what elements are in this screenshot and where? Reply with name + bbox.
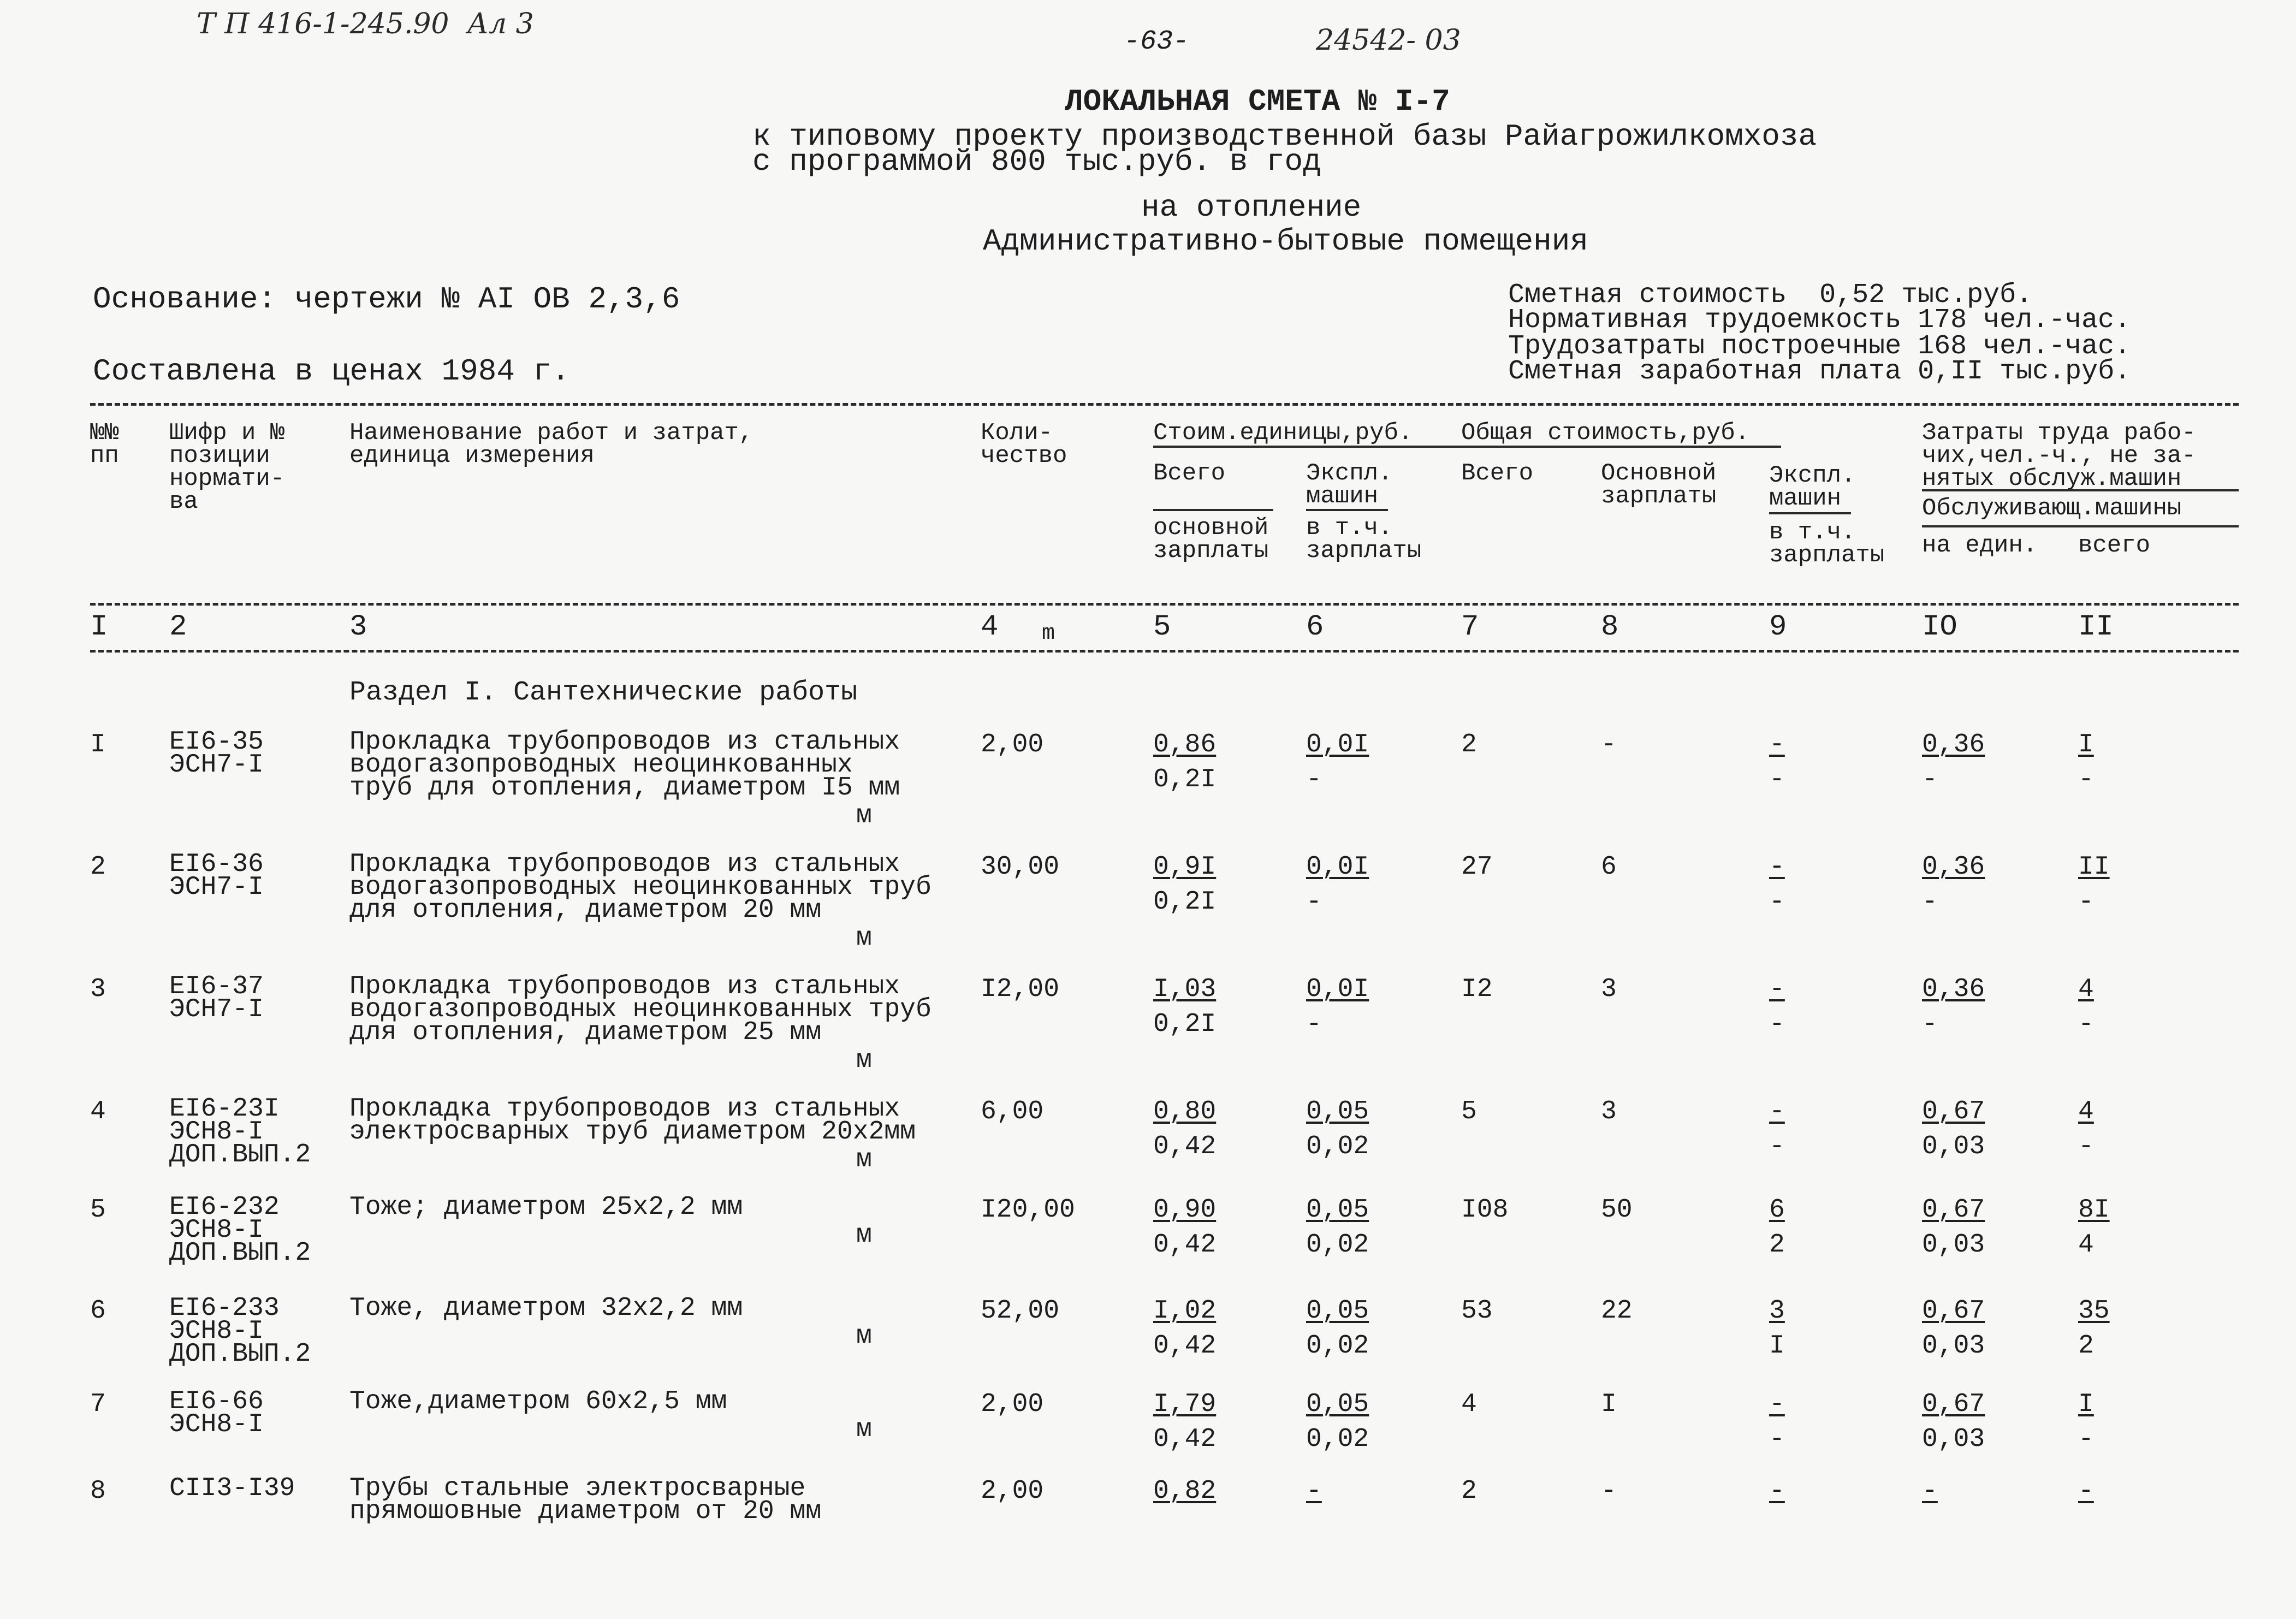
row-total-machine-wages: - <box>1769 1425 1785 1454</box>
row-total-machine-wages: - <box>1769 1132 1785 1161</box>
row-labor-per-unit-machines: - <box>1922 887 1938 917</box>
row-total-machine-wages: 2 <box>1769 1230 1785 1260</box>
row-total-machine-wages: - <box>1769 765 1785 794</box>
row-total-cost: I08 <box>1461 1195 1509 1225</box>
row-labor-per-unit: 0,36 <box>1922 975 1985 1004</box>
row-total-machines: - <box>1769 852 1785 882</box>
row-unit-cost-machines: - <box>1306 1476 1322 1506</box>
row-total-wages: 3 <box>1601 1097 1617 1126</box>
header-col7: Всего <box>1461 460 1534 487</box>
row-number: 7 <box>90 1390 106 1419</box>
row-total-machines: 3 <box>1769 1296 1785 1326</box>
row-labor-total-machines: - <box>2078 765 2094 794</box>
row-name: Тоже; диаметром 25х2,2 мм <box>349 1193 743 1222</box>
row-total-machines: 6 <box>1769 1195 1785 1225</box>
row-unit-cost-machine-wages: - <box>1306 1010 1322 1039</box>
row-name: Прокладка трубопроводов из стальных водогазопроводных неоцинкованных труб для отопления, диаметром 20 мм <box>349 850 932 925</box>
summary-labor-norm: Нормативная трудоемкость 178 чел.-час. <box>1508 305 2131 336</box>
row-unit-cost-machine-wages: 0,02 <box>1306 1331 1369 1361</box>
row-unit-cost-machines: 0,0I <box>1306 975 1369 1004</box>
row-labor-per-unit-machines: 0,03 <box>1922 1331 1985 1361</box>
prices-text: Составлена в ценах 1984 г. <box>93 354 570 389</box>
row-labor-total-machines: - <box>2078 887 2094 917</box>
row-number: 2 <box>90 852 106 882</box>
row-code: ЕI6-232 ЭСН8-I ДОП.ВЫП.2 <box>169 1193 311 1268</box>
row-total-wages: - <box>1601 1476 1617 1506</box>
row-unit: м <box>856 1046 872 1075</box>
row-total-machine-wages: I <box>1769 1331 1785 1361</box>
row-unit-cost-total: 0,82 <box>1153 1476 1217 1506</box>
row-unit: м <box>856 1415 872 1444</box>
header-col9-divider <box>1769 512 1851 514</box>
header-labor-sub-underline <box>1922 525 2239 527</box>
row-code: ЕI6-233 ЭСН8-I ДОП.ВЫП.2 <box>169 1294 311 1369</box>
row-code: ЕI6-37 ЭСН7-I <box>169 972 264 1024</box>
row-quantity: 6,00 <box>981 1097 1044 1126</box>
row-total-wages: 50 <box>1601 1195 1633 1225</box>
row-unit-cost-machine-wages: 0,02 <box>1306 1230 1369 1260</box>
row-unit-cost-machines: 0,0I <box>1306 852 1369 882</box>
row-unit-cost-machines: 0,0I <box>1306 730 1369 760</box>
row-name: Тоже, диаметром 32х2,2 мм <box>349 1294 743 1323</box>
header-col9-top: Экспл. машин <box>1769 462 1856 512</box>
section-title: Раздел I. Сантехнические работы <box>349 677 858 708</box>
header-bottom-rule <box>90 603 2239 606</box>
row-unit-cost-machine-wages: 0,02 <box>1306 1132 1369 1161</box>
row-total-machines: - <box>1769 975 1785 1004</box>
row-unit-cost-machines: 0,05 <box>1306 1195 1369 1225</box>
colnum-9: 9 <box>1769 610 1787 644</box>
subtitle-line-2: с программой 800 тыс.руб. в год <box>752 144 1321 179</box>
row-number: 3 <box>90 975 106 1004</box>
colnum-4-unit: m <box>1042 621 1055 646</box>
row-code: СII3-I39 <box>169 1474 295 1503</box>
row-labor-per-unit-machines: 0,03 <box>1922 1230 1985 1260</box>
header-cost-underline <box>1153 446 1781 448</box>
row-number: 5 <box>90 1195 106 1225</box>
subtitle-line-1: к типовому проекту производственной базы Райагрожилкомхоза <box>752 119 1817 154</box>
summary-labor-site: Трудозатраты построечные 168 чел.-час. <box>1508 331 2131 362</box>
row-unit-cost-machine-wages: - <box>1306 887 1322 917</box>
row-labor-per-unit: 0,67 <box>1922 1390 1985 1419</box>
row-unit-cost-wages: 0,42 <box>1153 1132 1217 1161</box>
header-col8: Основной зарплаты <box>1601 460 1717 510</box>
header-col6-divider <box>1306 509 1388 511</box>
row-unit: м <box>856 801 872 831</box>
row-number: 4 <box>90 1097 106 1126</box>
row-labor-per-unit: - <box>1922 1476 1938 1506</box>
row-unit-cost-machines: 0,05 <box>1306 1097 1369 1126</box>
row-unit-cost-total: 0,90 <box>1153 1195 1217 1225</box>
row-total-machines: - <box>1769 730 1785 760</box>
header-labor-group: Затраты труда рабо- чих,чел.-ч., не за- нятых обслуж.машин <box>1922 419 2196 493</box>
row-labor-total-machines: 2 <box>2078 1331 2094 1361</box>
row-number: 8 <box>90 1476 106 1506</box>
row-code: ЕI6-66 ЭСН8-I <box>169 1387 264 1439</box>
row-code: ЕI6-35 ЭСН7-I <box>169 727 264 780</box>
row-total-wages: - <box>1601 730 1617 760</box>
row-unit-cost-total: I,79 <box>1153 1390 1217 1419</box>
row-quantity: 2,00 <box>981 730 1044 760</box>
row-total-cost: I2 <box>1461 975 1493 1004</box>
row-labor-per-unit: 0,36 <box>1922 730 1985 760</box>
column-numbers-rule <box>90 650 2239 653</box>
row-total-machine-wages: - <box>1769 887 1785 917</box>
row-unit-cost-total: I,02 <box>1153 1296 1217 1326</box>
row-name: Тоже,диаметром 60х2,5 мм <box>349 1387 727 1416</box>
colnum-4: 4 <box>981 610 999 644</box>
row-quantity: I2,00 <box>981 975 1060 1004</box>
row-labor-total: 4 <box>2078 975 2094 1004</box>
row-unit-cost-wages: 0,42 <box>1153 1230 1217 1260</box>
row-labor-per-unit-machines: 0,03 <box>1922 1132 1985 1161</box>
colnum-1: I <box>90 610 108 644</box>
row-name: Прокладка трубопроводов из стальных водогазопроводных неоцинкованных труб для отопления, диаметром I5 мм <box>349 727 900 803</box>
row-quantity: 2,00 <box>981 1390 1044 1419</box>
row-unit-cost-total: I,03 <box>1153 975 1217 1004</box>
row-labor-total: 4 <box>2078 1097 2094 1126</box>
row-code: ЕI6-36 ЭСН7-I <box>169 850 264 902</box>
row-quantity: 30,00 <box>981 852 1060 882</box>
row-number: I <box>90 730 106 760</box>
header-col11: всего <box>2078 532 2151 559</box>
document-number: 24542- 03 <box>1316 24 1461 57</box>
row-labor-per-unit: 0,67 <box>1922 1195 1985 1225</box>
row-total-cost: 5 <box>1461 1097 1477 1126</box>
colnum-6: 6 <box>1306 610 1324 644</box>
row-labor-total-machines: 4 <box>2078 1230 2094 1260</box>
row-total-wages: 3 <box>1601 975 1617 1004</box>
row-name: Трубы стальные электросварные прямошовные диаметром от 20 мм <box>349 1474 822 1526</box>
row-total-cost: 27 <box>1461 852 1493 882</box>
header-col9-bottom: в т.ч. зарплаты <box>1769 519 1885 569</box>
row-unit-cost-total: 0,86 <box>1153 730 1217 760</box>
header-labor-sub: Обслуживающ.машины <box>1922 495 2182 522</box>
header-col10: на един. <box>1922 532 2038 559</box>
colnum-3: 3 <box>349 610 367 644</box>
row-labor-total: II <box>2078 852 2110 882</box>
row-unit-cost-wages: 0,2I <box>1153 765 1217 794</box>
header-col6-bottom: в т.ч. зарплаты <box>1306 514 1422 565</box>
row-unit: м <box>856 1220 872 1250</box>
header-col-quantity: Коли- чество <box>981 419 1067 470</box>
row-total-machines: - <box>1769 1390 1785 1419</box>
row-unit: м <box>856 923 872 953</box>
row-labor-per-unit-machines: 0,03 <box>1922 1425 1985 1454</box>
row-total-machines: - <box>1769 1097 1785 1126</box>
header-col-code: Шифр и № позиции нормати- ва <box>169 419 285 515</box>
row-labor-total-machines: - <box>2078 1425 2094 1454</box>
row-unit-cost-machine-wages: - <box>1306 765 1322 794</box>
header-labor-underline <box>1922 489 2239 491</box>
row-code: ЕI6-23I ЭСН8-I ДОП.ВЫП.2 <box>169 1094 311 1170</box>
colnum-11: II <box>2078 610 2114 644</box>
header-col5-top: Всего <box>1153 460 1226 487</box>
purpose-line-1: на отопление <box>1141 190 1362 225</box>
header-col5-bottom: основной зарплаты <box>1153 514 1269 565</box>
colnum-8: 8 <box>1601 610 1619 644</box>
row-total-machines: - <box>1769 1476 1785 1506</box>
row-total-cost: 2 <box>1461 1476 1477 1506</box>
row-unit-cost-wages: 0,2I <box>1153 1010 1217 1039</box>
colnum-5: 5 <box>1153 610 1171 644</box>
header-unit-cost-group: Стоим.единицы,руб. <box>1153 419 1413 447</box>
row-unit-cost-machines: 0,05 <box>1306 1390 1369 1419</box>
row-labor-per-unit: 0,36 <box>1922 852 1985 882</box>
header-total-cost-group: Общая стоимость,руб. <box>1461 419 1750 447</box>
summary-wages: Сметная заработная плата 0,II тыс.руб. <box>1508 356 2131 387</box>
row-total-cost: 2 <box>1461 730 1477 760</box>
row-unit: м <box>856 1145 872 1175</box>
row-quantity: 2,00 <box>981 1476 1044 1506</box>
row-unit: м <box>856 1321 872 1351</box>
colnum-7: 7 <box>1461 610 1479 644</box>
row-unit-cost-machines: 0,05 <box>1306 1296 1369 1326</box>
page-title: ЛОКАЛЬНАЯ СМЕТА № I-7 <box>1065 84 1450 119</box>
row-labor-total: I <box>2078 730 2094 760</box>
row-number: 6 <box>90 1296 106 1326</box>
row-quantity: 52,00 <box>981 1296 1060 1326</box>
row-unit-cost-total: 0,80 <box>1153 1097 1217 1126</box>
row-labor-per-unit: 0,67 <box>1922 1097 1985 1126</box>
row-labor-per-unit: 0,67 <box>1922 1296 1985 1326</box>
row-unit-cost-wages: 0,42 <box>1153 1425 1217 1454</box>
row-total-wages: I <box>1601 1390 1617 1419</box>
row-labor-total-machines: - <box>2078 1010 2094 1039</box>
purpose-line-2: Административно-бытовые помещения <box>983 224 1588 259</box>
document-stamp: Т П 416-1-245.90 Ал 3 <box>197 8 534 40</box>
row-total-wages: 22 <box>1601 1296 1633 1326</box>
row-name: Прокладка трубопроводов из стальных электросварных труб диаметром 20х2мм <box>349 1094 916 1147</box>
page-number: -63- <box>1124 26 1190 57</box>
row-total-wages: 6 <box>1601 852 1617 882</box>
row-total-machine-wages: - <box>1769 1010 1785 1039</box>
row-labor-total: 35 <box>2078 1296 2110 1326</box>
row-labor-total-machines: - <box>2078 1132 2094 1161</box>
row-labor-total: 8I <box>2078 1195 2110 1225</box>
row-unit-cost-wages: 0,42 <box>1153 1331 1217 1361</box>
basis-text: Основание: чертежи № АI ОВ 2,3,6 <box>93 282 680 317</box>
summary-cost: Сметная стоимость 0,52 тыс.руб. <box>1508 280 2033 311</box>
header-col6-top: Экспл. машин <box>1306 460 1393 510</box>
table-top-rule <box>90 403 2239 406</box>
row-labor-total: I <box>2078 1390 2094 1419</box>
row-unit-cost-wages: 0,2I <box>1153 887 1217 917</box>
row-labor-total: - <box>2078 1476 2094 1506</box>
row-unit-cost-machine-wages: 0,02 <box>1306 1425 1369 1454</box>
colnum-2: 2 <box>169 610 187 644</box>
row-total-cost: 4 <box>1461 1390 1477 1419</box>
header-col-name: Наименование работ и затрат, единица измерения <box>349 419 754 470</box>
row-labor-per-unit-machines: - <box>1922 765 1938 794</box>
row-name: Прокладка трубопроводов из стальных водогазопроводных неоцинкованных труб для отопления, диаметром 25 мм <box>349 972 932 1047</box>
row-labor-per-unit-machines: - <box>1922 1010 1938 1039</box>
row-unit-cost-total: 0,9I <box>1153 852 1217 882</box>
colnum-10: IO <box>1922 610 1957 644</box>
row-total-cost: 53 <box>1461 1296 1493 1326</box>
row-quantity: I20,00 <box>981 1195 1075 1225</box>
header-col5-divider <box>1153 509 1273 511</box>
header-col-number: №№ пп <box>90 419 119 470</box>
